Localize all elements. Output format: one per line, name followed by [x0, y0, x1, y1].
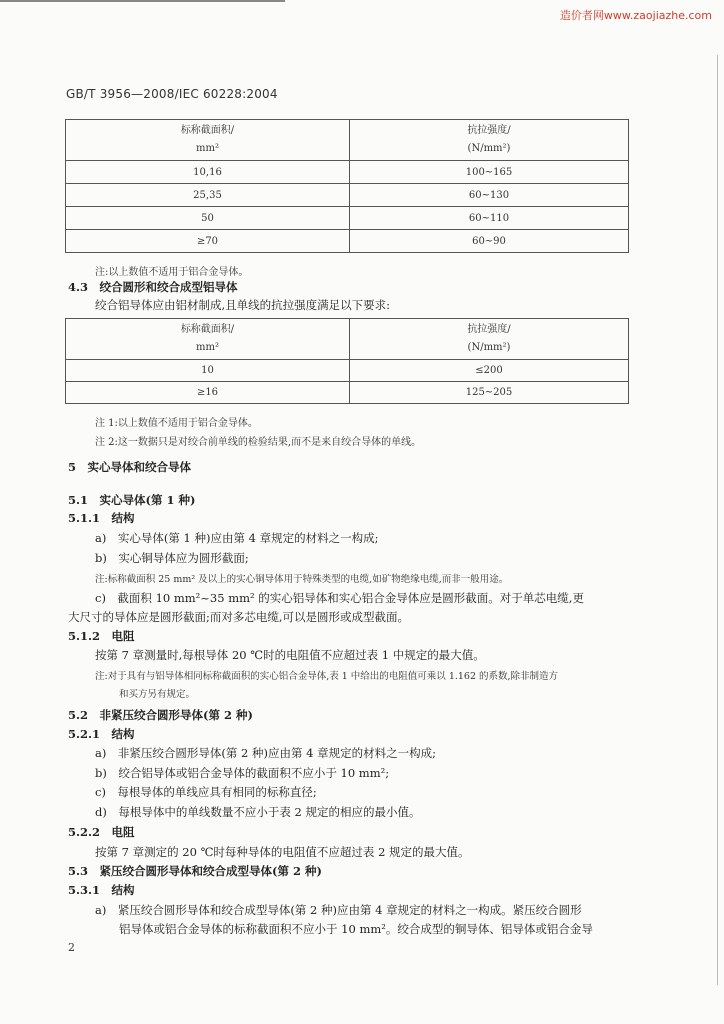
strength-cell: 125~205 — [350, 382, 629, 404]
table-row — [66, 184, 629, 207]
area-header-unit: mm² — [196, 342, 219, 353]
item-5-2-1-b: b) 绞合铝导体或铝合金导体的截面积不应小于 10 mm²; — [95, 766, 390, 780]
area-header-cell — [66, 319, 350, 360]
section-5-2-1-title: 5.2.1 结构 — [68, 727, 135, 741]
section-5-1-2-title: 5.1.2 电阻 — [68, 629, 135, 643]
table-row — [66, 230, 629, 253]
area-header-label: 标称截面积/ — [180, 324, 235, 335]
strength-header-unit: (N/mm²) — [467, 342, 511, 353]
section-5-3-1-title: 5.3.1 结构 — [68, 883, 135, 897]
strength-header-cell — [350, 319, 629, 360]
strength-cell: ≤200 — [350, 360, 629, 382]
section-5-title: 5 实心导体和绞合导体 — [68, 460, 192, 474]
section-4-3-text: 绞合铝导体应由铝材制成,且单线的抗拉强度满足以下要求: — [95, 298, 391, 312]
section-5-1-title: 5.1 实心导体(第 1 种) — [68, 493, 196, 507]
item-5-2-1-a: a) 非紧压绞合圆形导体(第 2 种)应由第 4 章规定的材料之一构成; — [95, 746, 436, 760]
area-cell: 25,35 — [66, 184, 350, 207]
area-cell: ≥16 — [66, 382, 350, 404]
table-header-row — [66, 319, 629, 360]
strength-header-label: 抗拉强度/ — [467, 125, 511, 136]
note-5-1-2-line2: 和买方另有规定。 — [119, 689, 196, 700]
table2-note-1: 注 1:以上数值不适用于铝合金导体。 — [95, 418, 258, 429]
item-5-3-1-a-line2: 铝导体或铝合金导体的标称截面积不应小于 10 mm²。绞合成型的铜导体、铝导体或铝合金导 — [119, 922, 593, 936]
strength-header-label: 抗拉强度/ — [467, 324, 511, 335]
section-4-3-title: 4.3 绞合圆形和绞合成型铝导体 — [68, 280, 238, 294]
area-header-unit: mm² — [196, 143, 219, 154]
table1-note: 注:以上数值不适用于铝合金导体。 — [95, 267, 249, 278]
table-row — [66, 360, 629, 382]
standard-header: GB/T 3956—2008/IEC 60228:2004 — [66, 87, 278, 101]
table-row — [66, 207, 629, 230]
section-5-2-2-text: 按第 7 章测定的 20 ℃时每种导体的电阻值不应超过表 2 规定的最大值。 — [95, 845, 470, 859]
strength-header-cell — [350, 120, 629, 161]
strength-cell: 60~130 — [350, 184, 629, 207]
area-header-label: 标称截面积/ — [180, 125, 235, 136]
item-5-1-1-c-line1: c) 截面积 10 mm²~35 mm² 的实心铝导体和实心铝合金导体应是圆形截面。对于单芯电缆,更 — [95, 591, 584, 605]
area-header-cell — [66, 120, 350, 161]
area-cell: 10 — [66, 360, 350, 382]
page-number: 2 — [68, 941, 75, 954]
item-5-2-1-c: c) 每根导体的单线应具有相同的标称直径; — [95, 785, 317, 799]
item-5-3-1-a-line1: a) 紧压绞合圆形导体和绞合成型导体(第 2 种)应由第 4 章规定的材料之一构成。紧压绞合圆形 — [95, 903, 582, 917]
section-5-1-1-title: 5.1.1 结构 — [68, 511, 135, 525]
area-cell: 10,16 — [66, 161, 350, 184]
section-5-3-title: 5.3 紧压绞合圆形导体和绞合成型导体(第 2 种) — [68, 864, 322, 878]
section-5-2-title: 5.2 非紧压绞合圆形导体(第 2 种) — [68, 708, 253, 722]
table-row — [66, 382, 629, 404]
strength-cell: 100~165 — [350, 161, 629, 184]
table-row — [66, 161, 629, 184]
strength-header-unit: (N/mm²) — [467, 143, 511, 154]
table-header-row — [66, 120, 629, 161]
top-edge-rule — [0, 0, 285, 2]
item-5-2-1-d: d) 每根导体中的单线数量不应小于表 2 规定的相应的最小值。 — [95, 805, 421, 819]
area-cell: 50 — [66, 207, 350, 230]
binding-edge-line — [717, 55, 718, 985]
strength-cell: 60~110 — [350, 207, 629, 230]
section-5-1-2-text: 按第 7 章测量时,每根导体 20 ℃时的电阻值不应超过表 1 中规定的最大值。 — [95, 648, 485, 662]
table2-note-2: 注 2:这一数据只是对绞合前单线的检验结果,而不是来自绞合导体的单线。 — [95, 437, 422, 448]
item-5-1-1-c-line2: 大尺寸的导体应是圆形截面;而对多芯电缆,可以是圆形或成型截面。 — [68, 610, 410, 624]
watermark: 造价者网www.zaojiazhe.com — [559, 9, 712, 22]
item-5-1-1-a: a) 实心导体(第 1 种)应由第 4 章规定的材料之一构成; — [95, 531, 379, 545]
note-5-1-1: 注:标称截面积 25 mm² 及以上的实心铜导体用于特殊类型的电缆,如矿物绝缘电缆,而非一般用途。 — [95, 574, 509, 585]
area-cell: ≥70 — [66, 230, 350, 253]
note-5-1-2-line1: 注:对于具有与铝导体相同标称截面积的实心铝合金导体,表 1 中给出的电阻值可乘以 1.162 的系数,除非制造方 — [95, 671, 559, 682]
tensile-strength-table-aluminium — [65, 318, 629, 404]
tensile-strength-table-copper — [65, 119, 629, 253]
strength-cell: 60~90 — [350, 230, 629, 253]
section-5-2-2-title: 5.2.2 电阻 — [68, 825, 135, 839]
item-5-1-1-b: b) 实心铜导体应为圆形截面; — [95, 551, 249, 565]
